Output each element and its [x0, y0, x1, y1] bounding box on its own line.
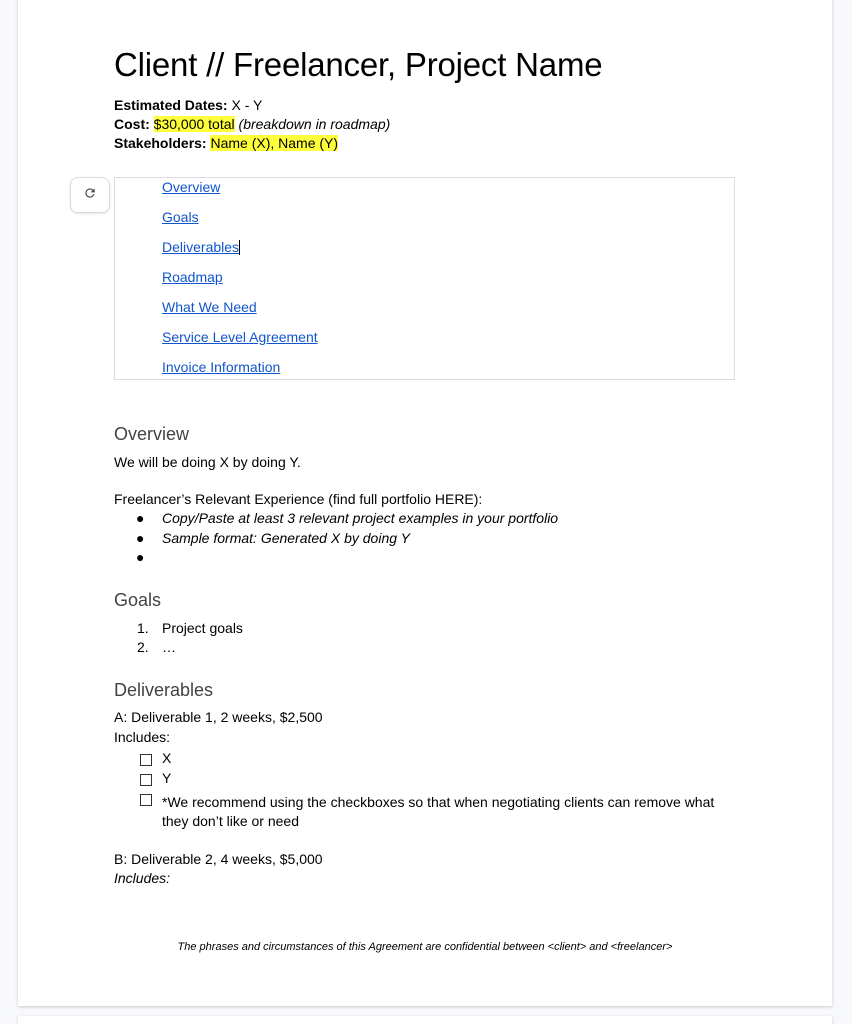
stakeholders-label: Stakeholders:	[114, 135, 207, 151]
deliverables-heading[interactable]: Deliverables	[114, 680, 214, 700]
next-page	[18, 1016, 832, 1024]
deliverable-b-title[interactable]: B: Deliverable 2, 4 weeks, $5,000	[114, 851, 323, 867]
experience-text[interactable]: Freelancer’s Relevant Experience (find full portfolio HERE):	[114, 491, 483, 507]
deliverable-a-title[interactable]: A: Deliverable 1, 2 weeks, $2,500	[114, 709, 323, 725]
deliverable-a-includes[interactable]: Includes:	[114, 729, 171, 745]
goal-item-1[interactable]: Project goals	[162, 620, 243, 636]
experience-bullet-1[interactable]: Copy/Paste at least 3 relevant project examples in your portfolio	[162, 510, 559, 526]
overview-heading[interactable]: Overview	[114, 424, 190, 444]
dates-value: X - Y	[231, 97, 263, 113]
checkbox-recommendation-label: *We recommend using the checkboxes so that when negotiating clients can remove what they don’t like or need	[162, 794, 715, 829]
confidentiality-footer: The phrases and circumstances of this Agreement are confidential between <client> and <freelancer>	[177, 941, 673, 953]
toc-refresh-button[interactable]	[70, 177, 110, 213]
document-title[interactable]: Client // Freelancer, Project Name	[114, 46, 603, 83]
experience-bullet-2[interactable]: Sample format: Generated X by doing Y	[162, 530, 410, 546]
cost-value: $30,000 total	[153, 116, 235, 132]
text-cursor	[239, 240, 240, 255]
toc-link-roadmap[interactable]: Roadmap	[162, 269, 223, 285]
stakeholders-value: Name (X), Name (Y)	[210, 135, 339, 151]
bullet-marker: ●	[136, 510, 145, 526]
goal-item-2[interactable]: …	[162, 639, 176, 655]
toc-link-goals[interactable]: Goals	[162, 209, 199, 225]
checkbox-y[interactable]	[140, 774, 152, 786]
estimated-dates-line[interactable]	[114, 96, 262, 115]
document-page	[18, 0, 832, 1006]
cost-note: (breakdown in roadmap)	[238, 116, 391, 132]
toc-link-deliverables-label: Deliverables	[162, 239, 240, 255]
bullet-marker: ●	[136, 530, 145, 546]
overview-text[interactable]: We will be doing X by doing Y.	[114, 454, 301, 470]
deliverable-b-includes[interactable]: Includes:	[114, 870, 171, 886]
goal-number-1: 1.	[137, 620, 149, 636]
cost-label: Cost:	[114, 116, 150, 132]
stakeholders-line[interactable]	[114, 134, 338, 153]
toc-link-what-we-need[interactable]: What We Need	[162, 299, 257, 315]
checkbox-x[interactable]	[140, 754, 152, 766]
dates-label: Estimated Dates:	[114, 97, 228, 113]
checkbox-y-label: Y	[162, 770, 172, 786]
goal-number-2: 2.	[137, 639, 149, 655]
toc-link-invoice-information[interactable]: Invoice Information	[162, 359, 281, 375]
checkbox-x-label: X	[162, 750, 172, 766]
checkbox-recommendation[interactable]	[140, 794, 152, 806]
bullet-marker: ●	[136, 549, 145, 565]
refresh-icon	[83, 186, 97, 205]
cost-line[interactable]	[114, 115, 390, 134]
toc-link-overview[interactable]: Overview	[162, 179, 221, 195]
goals-heading[interactable]: Goals	[114, 590, 162, 610]
toc-link-deliverables[interactable]	[162, 239, 240, 255]
toc-link-service-level-agreement[interactable]: Service Level Agreement	[162, 329, 318, 345]
